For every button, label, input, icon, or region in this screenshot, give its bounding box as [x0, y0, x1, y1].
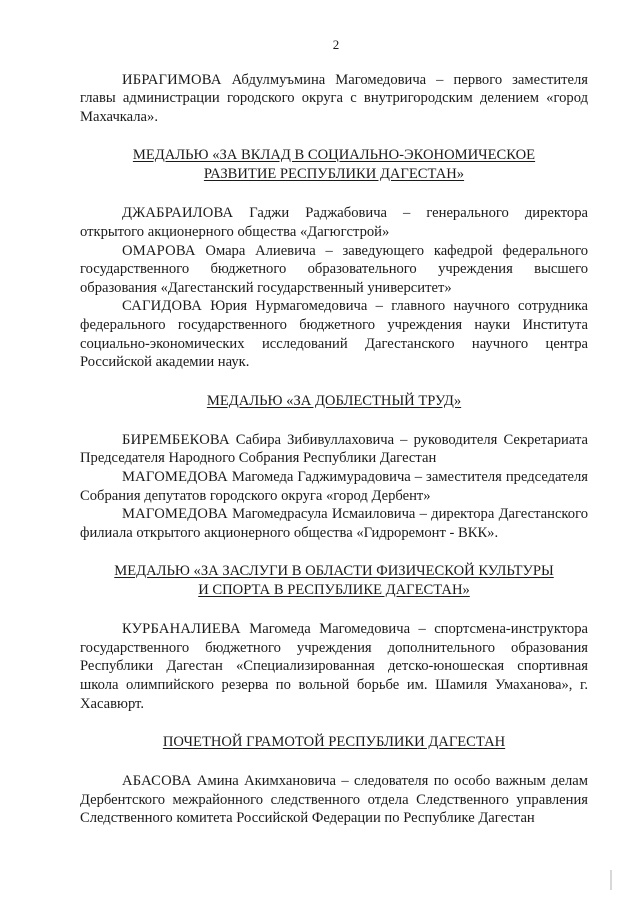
heading-line: МЕДАЛЬЮ «ЗА ДОБЛЕСТНЫЙ ТРУД» [206, 392, 462, 409]
award-entry [80, 468, 588, 505]
person-description: Амина Акимхановича – следователя по особо важным делам Дербентского межрайонного следственного отдела Следственного управления Следственного комитета Российской Федерации по Республике Дагестан [80, 773, 588, 827]
person-description: Магомеда Магомедовича – спортсмена-инструктора государственного бюджетного учреждения дополнительного образования Республики Дагестан «Специализированная детско-юношеская спортивная школа олимпийского резерва по вольной борьбе им. Шамиля Умаханова», г. Хасавюрт. [80, 621, 588, 712]
heading-line: МЕДАЛЬЮ «ЗА ЗАСЛУГИ В ОБЛАСТИ ФИЗИЧЕСКОЙ КУЛЬТУРЫ [114, 563, 554, 580]
intro-paragraph [80, 71, 588, 127]
person-description: Омара Алиевича – заведующего кафедрой федерального государственного бюджетного образовательного учреждения высшего образования «Дагестанский государственный университет» [80, 242, 588, 296]
award-entry [80, 505, 588, 542]
page-number: 2 [332, 37, 340, 52]
award-entry [80, 431, 588, 468]
heading-line: ПОЧЕТНОЙ ГРАМОТОЙ РЕСПУБЛИКИ ДАГЕСТАН [162, 734, 506, 751]
person-description: Юрия Нурмагомедовича – главного научного сотрудника федерального государственного бюджетного учреждения науки Института социально-экономических исследований Дагестанского научного центра Российской академии наук. [80, 298, 588, 371]
person-description: Магомедрасула Исмаиловича – директора Дагестанского филиала открытого акционерного общества «Гидроремонт - ВКК». [80, 506, 588, 541]
person-description: Магомеда Гаджимурадовича – заместителя председателя Собрания депутатов городского округа «город Дербент» [80, 468, 588, 504]
section-heading-contribution-medal [80, 146, 588, 184]
section-heading-valiant-labor-medal [80, 392, 588, 411]
award-entry [80, 620, 588, 713]
person-surname: ОМАРОВА [122, 242, 196, 259]
person-description: Сабира Зибивуллаховича – руководителя Секретариата Председателя Народного Собрания Республики Дагестан [80, 431, 588, 467]
award-entry [80, 297, 588, 371]
person-surname: АБАСОВА [122, 773, 192, 790]
section-heading-honorary-diploma [80, 733, 588, 752]
person-surname: БИРЕМБЕКОВА [122, 431, 230, 448]
award-entry [80, 772, 588, 828]
person-surname: САГИДОВА [122, 298, 202, 315]
section-heading-sports-merit-medal [80, 562, 588, 600]
person-surname: МАГОМЕДОВА [122, 468, 228, 485]
scan-artifact [610, 870, 612, 890]
heading-line: И СПОРТА В РЕСПУБЛИКЕ ДАГЕСТАН» [198, 582, 470, 599]
person-surname: ДЖАБРАИЛОВА [122, 205, 234, 222]
heading-line: МЕДАЛЬЮ «ЗА ВКЛАД В СОЦИАЛЬНО-ЭКОНОМИЧЕСКОЕ [132, 147, 536, 164]
award-entry [80, 204, 588, 241]
person-description: Абдулмуъмина Магомедовича – первого заместителя главы администрации городского округа с внутригородским делением «город Махачкала». [80, 71, 588, 125]
person-surname: ИБРАГИМОВА [122, 71, 222, 88]
person-surname: МАГОМЕДОВА [122, 506, 228, 523]
award-entry [80, 242, 588, 298]
person-surname: КУРБАНАЛИЕВА [122, 621, 241, 638]
heading-line: РАЗВИТИЕ РЕСПУБЛИКИ ДАГЕСТАН» [203, 166, 465, 183]
person-description: Гаджи Раджабовича – генерального директора открытого акционерного общества «Дагюгстрой» [80, 205, 588, 240]
